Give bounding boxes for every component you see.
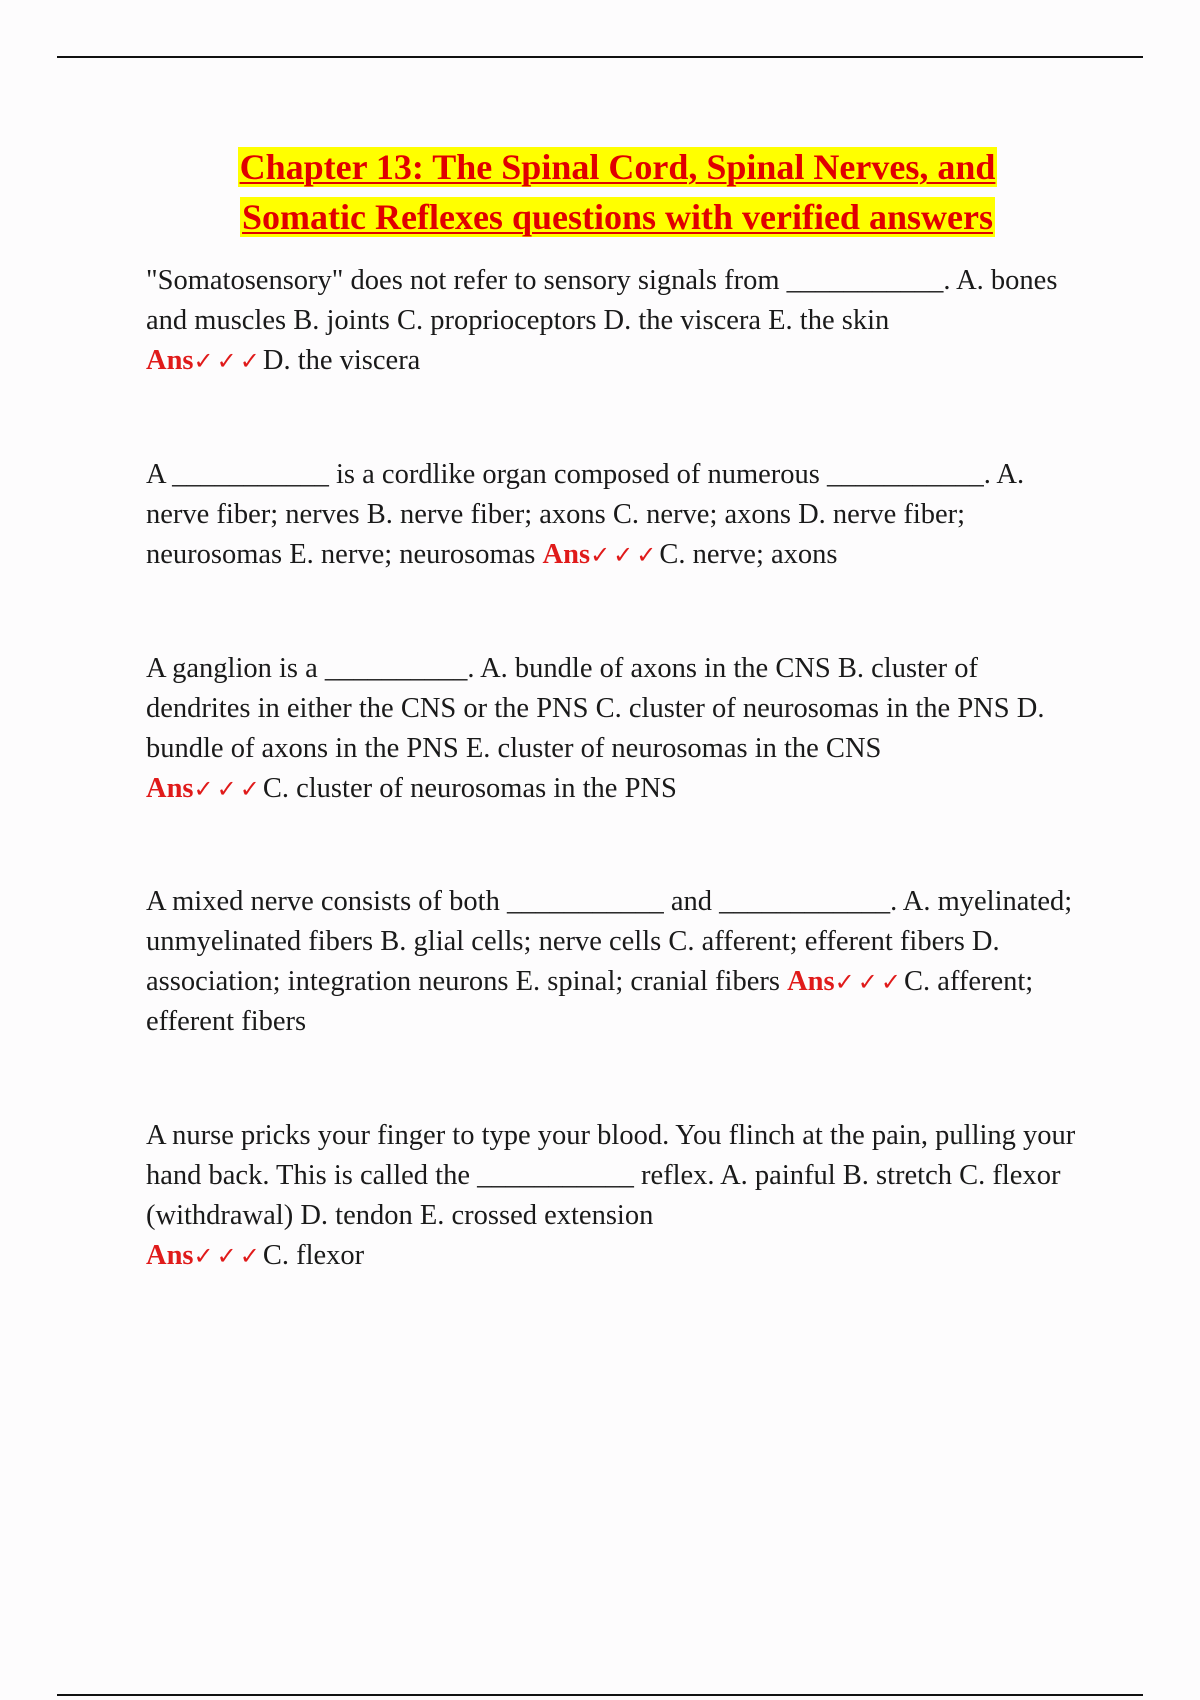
- title-line-1: Chapter 13: The Spinal Cord, Spinal Nerves, and: [239, 147, 996, 187]
- question-text: "Somatosensory" does not refer to sensory signals from ___________. A. bones and muscles B. joints C. proprioceptors D. the viscera E. the skin: [146, 265, 1058, 336]
- question-1: [146, 261, 1086, 381]
- answer-text: C. flexor: [262, 1240, 365, 1271]
- document-title: [140, 142, 1095, 242]
- header-rule: [57, 56, 1143, 58]
- check-marks: ✓✓✓: [193, 347, 263, 375]
- question-text: A ganglion is a __________. A. bundle of axons in the CNS B. cluster of dendrites in either the CNS or the PNS C. cluster of neurosomas in the PNS D. bundle of axons in the PNS E. cluster of neurosomas in the CNS: [146, 653, 1045, 764]
- check-marks: ✓✓✓: [193, 1242, 263, 1270]
- check-marks: ✓✓✓: [834, 968, 904, 996]
- question-3: [146, 649, 1086, 809]
- question-5: [146, 1116, 1086, 1276]
- question-2: [146, 455, 1086, 575]
- answer-label: Ans: [787, 966, 835, 997]
- question-text: A mixed nerve consists of both ___________ and ____________. A. myelinated; unmyelinated fibers B. glial cells; nerve cells C. afferent; efferent fibers D. association; integration neurons E. spinal; cranial fibers: [146, 886, 1073, 997]
- answer-text: C. afferent; efferent fibers: [146, 966, 1034, 1037]
- question-4: [146, 882, 1086, 1042]
- answer-text: D. the viscera: [262, 345, 421, 376]
- check-marks: ✓✓✓: [193, 775, 263, 803]
- title-line-2: Somatic Reflexes questions with verified answers: [242, 197, 993, 237]
- check-marks: ✓✓✓: [590, 541, 660, 569]
- answer-text: C. cluster of neurosomas in the PNS: [262, 773, 677, 804]
- answer-text: C. nerve; axons: [659, 539, 838, 570]
- answer-label: Ans: [146, 773, 194, 804]
- answer-label: Ans: [146, 1240, 194, 1271]
- answer-label: Ans: [146, 345, 194, 376]
- answer-label: Ans: [542, 539, 591, 570]
- question-text: A nurse pricks your finger to type your blood. You flinch at the pain, pulling your hand back. This is called the ___________ reflex. A. painful B. stretch C. flexor (withdrawal) D. tendon E. crossed extension: [146, 1120, 1076, 1231]
- footer-rule: [57, 1694, 1143, 1696]
- question-text: A ___________ is a cordlike organ composed of numerous ___________. A. nerve fiber; nerves B. nerve fiber; axons C. nerve; axons D. nerve fiber; neurosomas E. nerve; neurosomas: [146, 459, 1025, 570]
